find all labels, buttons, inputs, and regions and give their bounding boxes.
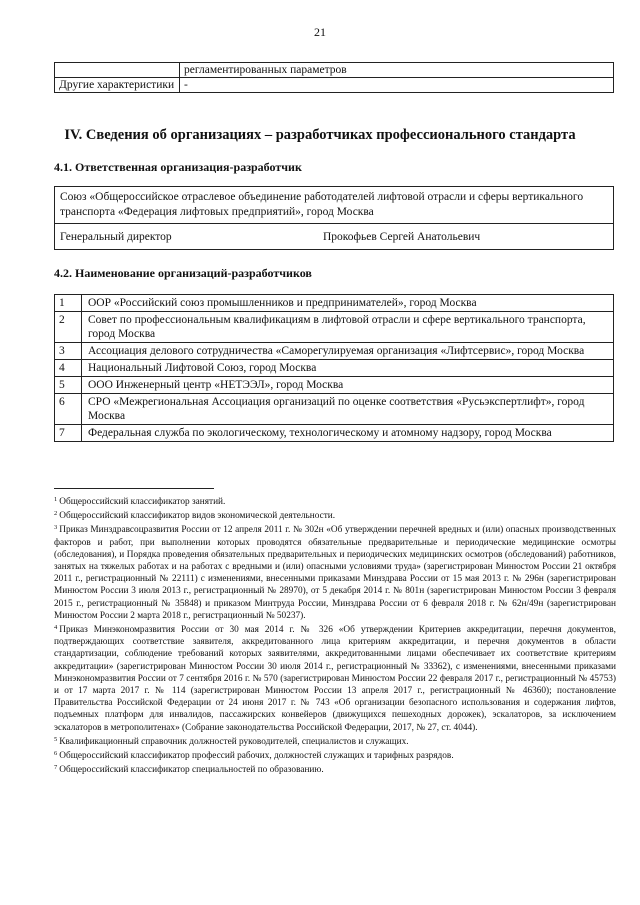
row-number: 4	[55, 360, 82, 377]
table-row	[55, 425, 614, 442]
footnote-mark: 1	[54, 496, 58, 503]
footnote-mark: 7	[54, 764, 58, 772]
table-cell-label: Другие характеристики	[55, 78, 180, 93]
responsible-org-name: Союз «Общероссийское отраслевое объединение работодателей лифтовой отрасли и сферы вертикального транспорта «Федерация лифтовых предприятий», город Москва	[54, 186, 614, 224]
row-number: 3	[55, 343, 82, 360]
table-row	[55, 343, 614, 360]
footnote-mark: 2	[54, 510, 58, 518]
row-number: 2	[55, 312, 82, 343]
footnote-divider	[54, 488, 214, 489]
table-row	[55, 360, 614, 377]
footnote	[54, 748, 616, 762]
org-name: СРО «Межрегиональная Ассоциация организаций по оценке соответствия «Русьэкспертлифт», город Москва	[82, 394, 614, 425]
footnote	[54, 494, 616, 508]
page-number: 21	[314, 25, 326, 39]
director-role: Генеральный директор	[60, 231, 172, 243]
characteristics-table	[54, 62, 614, 93]
footnote	[54, 522, 616, 622]
table-row	[55, 312, 614, 343]
row-number: 1	[55, 295, 82, 312]
org-name: Совет по профессиональным квалификациям в лифтовой отрасли и сфере вертикального транспорта, город Москва	[82, 312, 614, 343]
table-cell-value: -	[180, 78, 614, 93]
footnote-text: Общероссийский классификатор профессий рабочих, должностей служащих и тарифных разрядов.	[59, 751, 454, 762]
table-row	[55, 295, 614, 312]
responsible-org-heading: 4.1. Ответственная организация-разработчик	[54, 160, 302, 174]
org-name: ООР «Российский союз промышленников и предпринимателей», город Москва	[82, 295, 614, 312]
developers-heading: 4.2. Наименование организаций-разработчиков	[54, 266, 312, 280]
footnote	[54, 762, 616, 776]
table-cell-value: регламентированных параметров	[180, 63, 614, 78]
org-name: Ассоциация делового сотрудничества «Саморегулируемая организация «Лифтсервис», город Москва	[82, 343, 614, 360]
row-number: 7	[55, 425, 82, 442]
footnote-text: Приказ Минздравсоцразвития России от 12 апреля 2011 г. № 302н «Об утверждении перечней вредных и (или) опасных производственных факторов и работ, при выполнении которых проводятся обязательные предварительные и периодические медицинские осмотры (обследования), и Порядка проведения обязательных предварительных и периодических медицинских осмотров (обследований) работников, занятых на тяжелых работах и на работах с вредными и (или) опасными условиями труда» (зарегистрирован Минюстом России 21 октября 2011 г., регистрационный № 22111) с изменениями, внесенными приказами Минздрава России от 15 мая 2013 г. № 296н (зарегистрирован Минюстом России 3 июля 2013 г., регистрационный № 28970), от 5 декабря 2014 г. № 801н (зарегистрирован Минюстом России 3 февраля 2015 г., регистрационный № 35848) и приказом Минтруда России, Минздрава России от 6 февраля 2018 г. № 62н/49н (зарегистрирован Минюстом России 2 марта 2018 г., регистрационный № 50237).	[54, 525, 616, 621]
table-cell-label	[55, 63, 180, 78]
developers-table	[54, 294, 614, 442]
row-number: 5	[55, 377, 82, 394]
org-name: Федеральная служба по экологическому, технологическому и атомному надзору, город Москва	[82, 425, 614, 442]
table-row	[55, 78, 614, 93]
org-name: ООО Инженерный центр «НЕТЭЭЛ», город Москва	[82, 377, 614, 394]
footnote	[54, 508, 616, 522]
footnotes	[54, 494, 616, 776]
footnote-text: Общероссийский классификатор видов экономической деятельности.	[59, 511, 336, 522]
footnote-mark: 3	[54, 524, 58, 532]
director-name: Прокофьев Сергей Анатольевич	[323, 231, 481, 243]
footnote-text: Квалификационный справочник должностей руководителей, специалистов и служащих.	[59, 736, 409, 747]
org-name: Национальный Лифтовой Союз, город Москва	[82, 360, 614, 377]
footnote-mark: 4	[54, 624, 58, 632]
footnote-mark: 6	[54, 750, 58, 758]
director-row	[54, 224, 614, 250]
table-row	[55, 394, 614, 425]
row-number: 6	[55, 394, 82, 425]
table-row	[55, 377, 614, 394]
footnote	[54, 734, 616, 748]
footnote-text: Общероссийский классификатор специальностей по образованию.	[59, 765, 324, 776]
footnote-text: Приказ Минэкономразвития России от 30 мая 2014 г. № 326 «Об утверждении Критериев аккредитации, перечня документов, подтверждающих соответствие заявителя, аккредитованного лица критериям аккредитации, и перечня документов в области стандартизации, соблюдение требований которых заявителями, аккредитованными лицами обеспечивает их соответствие критериям аккредитации» (зарегистрирован Минюстом России 30 июля 2014 г., регистрационный № 33362), с изменениями, внесенными приказами Минэкономразвития России от 7 сентября 2016 г. № 570 (зарегистрирован Минюстом России 22 февраля 2017 г., регистрационный № 45753) и от 17 марта 2017 г. № 114 (зарегистрирован Минюстом России 13 апреля 2017 г., регистрационный № 46360); постановление Правительства Российской Федерации от 24 июня 2017 г. № 743 «Об организации безопасного использования и содержания лифтов, подъемных платформ для инвалидов, пассажирских конвейеров (движущихся пешеходных дорожек), эскалаторов, за исключением эскалаторов в метрополитенах» (Собрание законодательства Российской Федерации, 2017, № 27, ст. 4044).	[54, 625, 616, 733]
footnote-text: Общероссийский классификатор занятий.	[59, 497, 226, 507]
table-row	[55, 63, 614, 78]
footnote	[54, 622, 616, 734]
footnote-mark: 5	[54, 735, 58, 743]
section-title: IV. Сведения об организациях – разработчиках профессионального стандарта	[64, 127, 576, 143]
